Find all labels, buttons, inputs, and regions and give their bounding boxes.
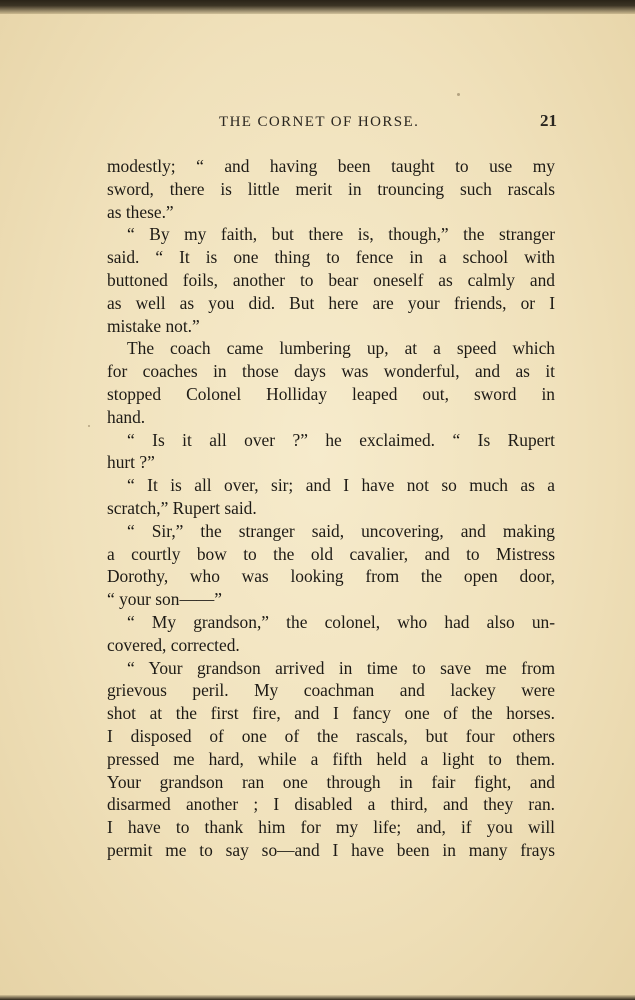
paper-speck	[457, 93, 460, 96]
text-line: I disposed of one of the rascals, but four others	[107, 725, 555, 746]
text-line: shot at the first fire, and I fancy one of the horses.	[107, 703, 555, 724]
text-line: permit me to say so—and I have been in many frays	[107, 839, 555, 860]
text-line: “ It is all over, sir; and I have not so much as a	[127, 475, 555, 496]
page-top-edge	[0, 0, 635, 14]
text-line: hand.	[107, 406, 146, 427]
text-line: scratch,” Rupert said.	[107, 497, 257, 518]
text-line: “ By my faith, but there is, though,” the stranger	[127, 224, 555, 245]
text-line: Your grandson ran one through in fair fight, and	[107, 771, 555, 792]
text-line: pressed me hard, while a fifth held a light to them.	[107, 748, 555, 769]
text-line: a courtly bow to the old cavalier, and to Mistress	[107, 543, 555, 564]
text-line: I have to thank him for my life; and, if you will	[107, 817, 555, 838]
text-line: mistake not.”	[107, 315, 200, 336]
text-line: modestly; “ and having been taught to use my	[107, 156, 555, 176]
text-line: said. “ It is one thing to fence in a school with	[107, 247, 555, 268]
text-line: sword, there is little merit in trouncing such rascals	[107, 178, 555, 199]
text-line: hurt ?”	[107, 452, 155, 473]
page-bottom-edge	[0, 995, 635, 1000]
text-line: covered, corrected.	[107, 634, 240, 655]
text-line: as these.”	[107, 201, 174, 222]
text-line: “ My grandson,” the colonel, who had also un-	[127, 611, 555, 632]
text-line: “ Is it all over ?” he exclaimed. “ Is Rupert	[127, 429, 555, 450]
paper-speck	[88, 425, 90, 427]
text-line: buttoned foils, another to bear oneself as calmly and	[107, 269, 555, 290]
text-line: “ your son——”	[107, 589, 222, 610]
text-line: “ Sir,” the stranger said, uncovering, and making	[127, 520, 555, 541]
text-line: for coaches in those days was wonderful, and as it	[107, 361, 555, 382]
text-line: stopped Colonel Holliday leaped out, sword in	[107, 383, 555, 404]
running-title: THE CORNET OF HORSE.	[219, 114, 420, 130]
body-text	[107, 155, 555, 862]
text-line: as well as you did. But here are your friends, or I	[107, 292, 555, 313]
page-number: 21	[540, 111, 557, 130]
text-line: The coach came lumbering up, at a speed which	[127, 338, 555, 359]
text-line: disarmed another ; I disabled a third, and they ran.	[107, 794, 555, 815]
running-header	[105, 111, 557, 133]
text-line: grievous peril. My coachman and lackey were	[107, 680, 555, 701]
text-line: Dorothy, who was looking from the open door,	[107, 566, 555, 587]
text-line: “ Your grandson arrived in time to save me from	[127, 657, 555, 678]
